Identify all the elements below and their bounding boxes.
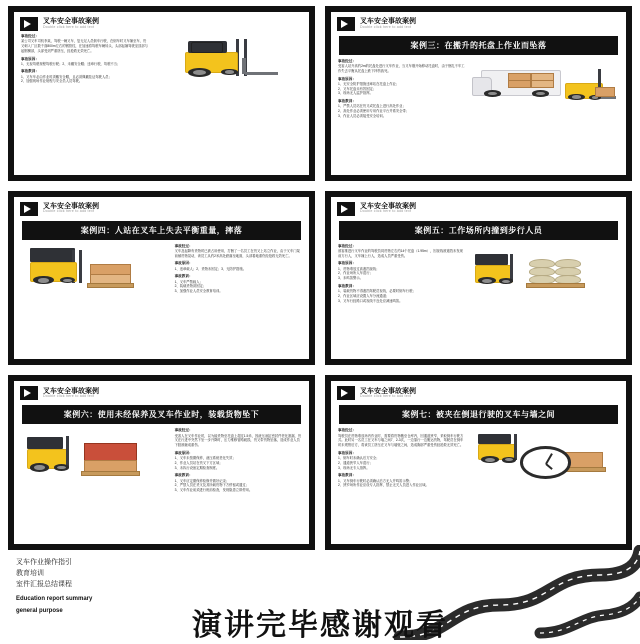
case-title: 案例三：在搬升的托盘上作业而坠落: [339, 36, 618, 55]
section-heading: 事故原因：: [338, 261, 356, 266]
paragraph: 2、严禁人员在货叉及其所载货物下方停留或通过；: [174, 483, 249, 488]
paragraph: 1、装载货物不得遮挡驾驶员视线，必要时倒车行驶；: [338, 289, 416, 294]
slide-body: [14, 428, 309, 499]
slide-body: [331, 428, 626, 494]
section-heading: 事故教训：: [21, 69, 39, 74]
slide-case2[interactable]: [8, 6, 315, 181]
paragraph: 2、作业场所人车混行；: [338, 271, 373, 276]
paragraph: 3、加强作业人员安全教育培训。: [174, 289, 223, 294]
footer-en-line-1: Education report summary: [16, 595, 93, 602]
slide-case6[interactable]: [8, 375, 315, 550]
slide-body: [14, 244, 309, 310]
slide-case4[interactable]: [8, 191, 315, 366]
section-heading: 事故经过：: [174, 428, 193, 433]
section-heading: 事故教训：: [174, 274, 193, 279]
footer-line-3: 室件汇报总结课程: [16, 580, 72, 588]
slide-body: [14, 34, 309, 100]
brand-title: 叉车安全事故案例: [43, 203, 99, 211]
paragraph: 3、未鸣笛警示。: [338, 276, 363, 281]
section-heading: 事故经过：: [338, 243, 356, 248]
forklift-logo-icon: [337, 17, 355, 31]
brand-subtitle: Double click here to add text: [43, 209, 95, 214]
paragraph: 1、严禁人员站在货叉或托盘上进行高处作业；: [338, 104, 406, 109]
slide-text: [175, 428, 302, 493]
slide-body: [331, 59, 626, 125]
section-heading: 事故经过：: [21, 34, 39, 38]
paragraph: 3、未执行设备定期检查制度。: [174, 465, 220, 470]
section-heading: 事故原因：: [338, 76, 356, 81]
section-heading: 事故原因：: [174, 261, 193, 266]
slide-header: [331, 197, 626, 219]
section-heading: 事故原因：: [174, 450, 193, 455]
section-heading: 事故教训：: [338, 99, 356, 104]
slide-text: [21, 34, 148, 94]
paragraph: 2、加强现场作业规程与安全员人员驾驶。: [21, 79, 83, 84]
slide-header: [331, 12, 626, 34]
paragraph: 3、现场无专人指挥。: [338, 465, 370, 470]
footer: [0, 550, 640, 640]
case-title: 案例七：被夹在倒退行驶的叉车与墙之间: [339, 405, 618, 424]
paragraph: 1、叉车车必由作业时须戴安全帽，且必须佩戴挂证驾驶人员；: [21, 74, 112, 79]
forklift-logo-icon: [337, 202, 355, 216]
brand-title: 叉车安全事故案例: [43, 387, 99, 395]
case-title: 案例五：工作场所内撞到步行人员: [339, 221, 618, 240]
slide-case7[interactable]: [325, 375, 632, 550]
footer-en-line-2: general purpose: [16, 607, 63, 614]
forklift-logo-icon: [337, 386, 355, 400]
section-heading: 事故教训：: [174, 473, 193, 478]
paragraph: 2、叉车托盘未有效固定；: [338, 86, 377, 91]
slide-text: [175, 244, 302, 304]
forklift-logo-icon: [20, 202, 38, 216]
slide-text: [338, 244, 465, 304]
illustration-forklift: [152, 34, 302, 94]
paragraph: 3、叉车作业前须进行班前检查，发现隐患立即停用。: [174, 488, 253, 493]
illustration-forklift-crate: [21, 428, 171, 493]
brand-title: 叉车安全事故案例: [360, 387, 416, 395]
closing-title: 演讲完毕感谢观看: [192, 609, 448, 642]
paragraph: 3、叉车行经路口或视线不良处应减速鸣笛。: [338, 298, 403, 303]
paragraph: 被害推进行叉车作业的驾驶员同货物左右约14个托盘（1.95m），因视线被遮挡未发现前方行人，叉车撞上行人，造成人员严重受伤。: [338, 248, 463, 258]
brand-subtitle: Double click here to add text: [43, 24, 95, 29]
section-heading: 事故经过：: [338, 428, 356, 433]
paragraph: 1、叉车严禁载人；: [174, 279, 203, 284]
slide-header: [14, 12, 309, 34]
slide-body: [331, 244, 626, 310]
slide-header: [14, 197, 309, 219]
paragraph: 2、高处作业必须使用专用作业平台并系安全带；: [338, 109, 410, 114]
paragraph: 1、倒车时未确认后方安全；: [338, 456, 380, 461]
slide-text: [338, 428, 465, 488]
paragraph: 1、无视驾驶规程驾驶行驶；2、未戴安全帽；违章行驶，驾驶不当；: [21, 61, 121, 66]
section-heading: 事故教训：: [338, 283, 356, 288]
illustration-truck-loading: [469, 59, 619, 119]
slide-case3[interactable]: [325, 6, 632, 181]
brand-subtitle: Double click here to add text: [43, 394, 95, 399]
paragraph: 1、无安全防护措施违章站在托盘上作业；: [338, 81, 400, 86]
paragraph: 3、现场无人监护指挥。: [338, 91, 373, 96]
paragraph: 2、装载货物须固定；: [174, 284, 207, 289]
brand-subtitle: Double click here to add text: [360, 209, 412, 214]
paragraph: 1、叉车未按期保养，液压系统老化失效；: [174, 456, 236, 461]
brand-subtitle: Double click here to add text: [360, 24, 412, 29]
paragraph: 某公司叉车司机李某，驾驶一辆叉车，复无足人员倒车行驶，在倒车时叉车撞至车，货叉刺入厂区数千面800m左右的钢管柱，在加速将驾驶车辆转头，头部起撞驾驶室顶部与起钢横部，头部受到严重挤压，经抢救无效死亡。: [21, 39, 148, 53]
paragraph: 受害人在叉车作业时，以为能货物至托盘上超过1.5米，因液压油缸密封件老化泄漏，货叉在行进中突然下坠一步升降时，压力维修管路破损，货叉带货物坠落，造成作业人员下肢被砸成重伤。: [174, 433, 302, 448]
section-heading: 事故经过：: [174, 243, 193, 248]
case-title: 案例四：人站在叉车上失去平衡重量，摔落: [22, 221, 301, 240]
paragraph: 受害人站升高约2m的托盘处进行叉车作业，当叉车刚开始移动托盘时，由于捆扎不牢工作失去平衡从托盘上跌下摔伤致死。: [338, 64, 465, 73]
slide-case5[interactable]: [325, 191, 632, 366]
illustration-forklift-sacks: [469, 244, 619, 304]
section-heading: 事故原因：: [21, 56, 39, 61]
brand-title: 叉车安全事故案例: [360, 18, 416, 26]
brand-title: 叉车安全事故案例: [43, 18, 99, 26]
forklift-logo-icon: [20, 17, 38, 31]
illustration-forklift-clock: [469, 428, 619, 488]
paragraph: 2、作业人员站在货叉下方区域；: [174, 460, 223, 465]
paragraph: 1、叉车应定期保养检修并做好记录；: [174, 478, 230, 483]
paragraph: 1、违章载人；2、货物未固定；3、无防护措施。: [174, 266, 247, 271]
section-heading: 事故经过：: [338, 59, 356, 63]
paragraph: 2、作业区域应设置人车分流通道；: [338, 293, 390, 298]
section-heading: 事故教训：: [338, 473, 356, 478]
slide-header: [331, 381, 626, 403]
paragraph: 叉车及起降有货物时已被占用使用，打捆了一名员工在货叉上站立作业，由于叉车门架前倾货物晃动，该员工从约2米高处跌落至地面，头部着地重伤经抢救无效死亡。: [174, 248, 300, 258]
paragraph: 1、货物堆放过高遮挡视线；: [338, 266, 380, 271]
illustration-forklift-boxes: [21, 244, 171, 304]
slide-header: [14, 381, 309, 403]
slide-text: [338, 59, 465, 119]
section-heading: 事故原因：: [338, 450, 356, 455]
forklift-logo-icon: [20, 386, 38, 400]
paragraph: 3、作业人员必须接受安全培训。: [338, 113, 386, 118]
paragraph: 2、通道狭窄人车混行；: [338, 460, 373, 465]
brand-title: 叉车安全事故案例: [360, 203, 416, 211]
paragraph: 驾驶员在货物堆放场内作业时，需要将货物搬至仓库内，因通道狭窄，采取倒车行驶方式。此时另一名员工在叉车与墙之间7．2-3次，一边靠行一边搬运货物，驾驶员在倒车时未观察后方，将该员工挤压在叉车与墙壁之间，造成胸部严重受伤经抢救无效死亡。: [338, 433, 464, 448]
footer-line-1: 叉车作业操作指引: [16, 559, 72, 566]
case-title: 案例六：使用未经保养及叉车作业时，装载货物坠下: [22, 405, 301, 424]
paragraph: 1、叉车倒车行驶时必须确认后方无人并鸣笛示警；: [338, 478, 413, 483]
footer-line-2: 教育培训: [16, 569, 44, 577]
brand-subtitle: Double click here to add text: [360, 394, 412, 399]
paragraph: 2、狭窄场所作业应设专人指挥，禁止无关人员进入作业区域。: [338, 483, 429, 488]
